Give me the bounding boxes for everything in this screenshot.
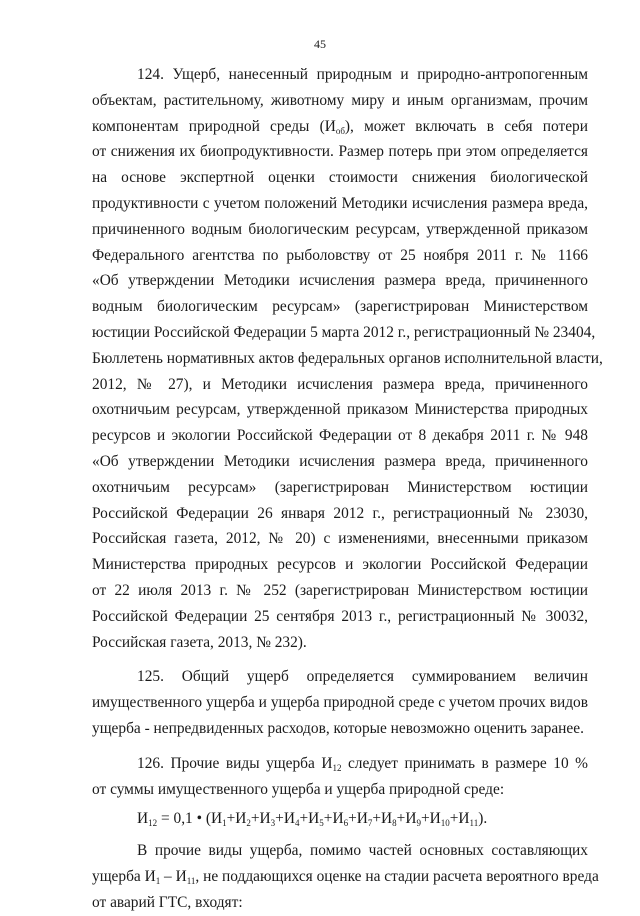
formula-term: $+И_{10}$ <box>420 810 450 829</box>
formula-term: $И_1$ <box>210 810 227 829</box>
paragraph-126 <box>92 751 588 803</box>
formula-terms <box>211 810 478 827</box>
text-line: водным биологическим ресурсам» (зарегистрирован Министерством <box>92 298 588 316</box>
text-line: объектам, растительному, животному миру и иным организмам, прочим <box>92 91 588 109</box>
text-line: охотничьим ресурсам, утвержденной приказом Министерства природных <box>92 401 588 419</box>
formula-term: $+И_{11}$ <box>449 810 479 829</box>
text-line: «Об утверждении Методики исчисления размера вреда, причиненного <box>92 452 588 470</box>
document-body <box>92 62 603 916</box>
text-line-with-subscript: 126. Прочие виды ущерба $И_{12}$ следует принимать в размере 10 % <box>137 754 588 773</box>
text-line: 2012, № 27), и Методики исчисления размера вреда, причиненного <box>92 375 588 393</box>
page-number: 45 <box>314 37 326 51</box>
text-line: ущерба - непредвиденных расходов, которые невозможно оценить заранее. <box>92 719 584 737</box>
formula-term: $+И_9$ <box>396 810 421 829</box>
formula-term: $+И_2$ <box>226 810 251 829</box>
paragraph-other-damage <box>92 838 599 915</box>
text-line: причиненного водным биологическим ресурсам, утвержденной приказом <box>92 220 588 238</box>
text-line: Российская газета, 2013, № 232). <box>92 633 307 651</box>
text-line: Федерального агентства по рыболовству от 25 ноября 2011 г. № 1166 <box>92 246 588 264</box>
formula: $И_{12} = 0,1$ • $(И_1+И_2+И_3+И_4+И_5+И_6+И_7+И_8+И_9+И_{10}+И_{11})$. <box>137 810 488 829</box>
formula-term: $+И_5$ <box>299 810 324 829</box>
text-line: ресурсов и экологии Российской Федерации от 8 декабря 2011 г. № 948 <box>92 427 588 445</box>
text-line: Российская газета, 2012, № 20) с изменениями, внесенными приказом <box>92 530 588 548</box>
text-line: от снижения их биопродуктивности. Размер потерь при этом определяется <box>92 143 588 161</box>
text-line: на основе экспертной оценки стоимости снижения биологической <box>92 169 588 187</box>
formula-term: $+И_8$ <box>372 810 397 829</box>
text-line: Министерства природных ресурсов и экологии Российской Федерации <box>92 556 588 574</box>
text-line: охотничьим ресурсам» (зарегистрирован Министерством юстиции <box>92 478 588 496</box>
text-line: от 22 июля 2013 г. № 252 (зарегистрирован Министерством юстиции <box>92 581 588 599</box>
paragraph-124 <box>92 62 603 655</box>
text-line: от аварий ГТС, входят: <box>92 893 243 911</box>
text-line: В прочие виды ущерба, помимо частей основных составляющих <box>137 842 588 860</box>
text-line: «Об утверждении Методики исчисления размера вреда, причиненного <box>92 272 588 290</box>
text-line: продуктивности с учетом положений Методики исчисления размера вреда, <box>92 194 588 212</box>
formula-term: $+И_3$ <box>250 810 276 829</box>
text-line: имущественного ущерба и ущерба природной среде с учетом прочих видов <box>92 694 588 712</box>
formula-term: $+И_6$ <box>323 810 349 829</box>
text-line-with-subscript: компонентам природной среды $(И_{об})$, может включать в себя потери <box>92 117 588 136</box>
text-line: Российской Федерации 26 января 2012 г., регистрационный № 23030, <box>92 504 588 522</box>
formula-term: $+И_7$ <box>348 810 373 829</box>
text-line: от суммы имущественного ущерба и ущерба природной среде: <box>92 780 505 798</box>
formula-term: $+И_4$ <box>275 810 300 829</box>
text-line-with-subscript: ущерба $И_1 - И_{11}$, не поддающихся оценке на стадии расчета вероятного вреда <box>92 867 599 886</box>
text-line: 124. Ущерб, нанесенный природным и природно-антропогенным <box>137 66 588 83</box>
text-line: Бюллетень нормативных актов федеральных органов исполнительной власти, <box>92 349 603 367</box>
paragraph-125 <box>92 664 588 741</box>
text-line: юстиции Российской Федерации 5 марта 2012 г., регистрационный № 23404, <box>92 323 596 341</box>
text-line: 125. Общий ущерб определяется суммированием величин <box>137 668 588 686</box>
text-line: Российской Федерации 25 сентября 2013 г., регистрационный № 30032, <box>92 607 588 625</box>
